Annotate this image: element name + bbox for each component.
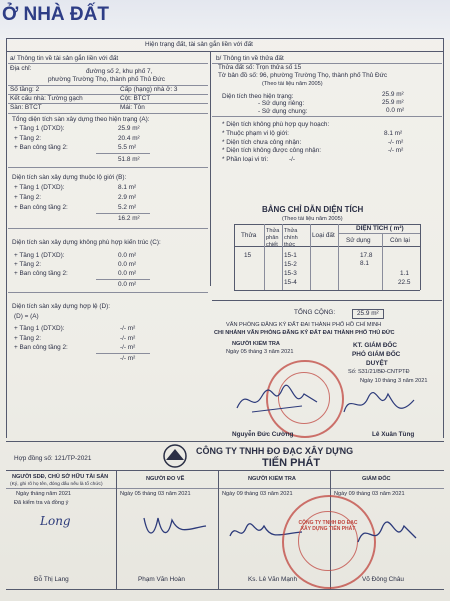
director-signature [340, 386, 420, 422]
roof: Mái: Tôn [120, 104, 145, 111]
date-surveyor: Ngày 05 tháng 03 năm 2021 [120, 491, 191, 497]
map-number: Tờ bản đồ số: 96, phường Trường Thọ, thành phố Thủ Đức [218, 72, 388, 79]
private-label: - Sử dụng riêng: [258, 100, 305, 107]
total-d: -/- m² [120, 355, 136, 362]
section-b-title: Diện tích sàn xây dựng thuộc lộ giới (B): [12, 174, 127, 181]
date-checker: Ngày 09 tháng 03 năm 2021 [222, 491, 293, 497]
col-director: GIÁM ĐỐC [362, 476, 391, 482]
column: Cột: BTCT [120, 95, 151, 102]
col-dien-tich: DIỆN TÍCH ( m²) [356, 225, 404, 232]
row-d-label: + Ban công tầng 2: [14, 344, 68, 351]
surveyor-signature [140, 508, 210, 544]
total-a: 51.8 m² [118, 156, 140, 163]
row-c-value: 0.0 m² [118, 252, 137, 259]
checker-company-name: Ks. Lê Văn Mạnh [248, 576, 298, 583]
checker-signature [232, 378, 322, 418]
row-d-label: + Tầng 1 (DTXD): [14, 325, 65, 332]
table-row: 15-3 [284, 270, 297, 277]
row-b-value: 2.9 m² [118, 194, 137, 201]
row-d-label: + Tầng 2: [14, 335, 42, 342]
floors: Số tầng: 2 [10, 86, 40, 93]
uncert-label: * Diện tích chưa công nhận: [222, 139, 302, 146]
grade: Cấp (hạng) nhà ở: 3 [120, 86, 178, 93]
checker-date: Ngày 05 tháng 3 năm 2021 [226, 349, 294, 355]
total-c: 0.0 m² [118, 281, 137, 288]
director-date: Ngày 10 tháng 3 năm 2021 [360, 378, 428, 384]
row-a-label: + Tầng 2: [14, 135, 42, 142]
director-name: Lê Xuân Tùng [372, 431, 415, 438]
row-d-value: -/- m² [120, 335, 136, 342]
col-su-dung: Sử dụng [346, 237, 371, 244]
parcel-number: Thửa đất số: Trọn thửa số 15 [218, 64, 302, 71]
table-row-used: 8.1 [360, 260, 369, 267]
row-b-value: 8.1 m² [118, 184, 137, 191]
checker-name: Nguyễn Đức Cường [232, 431, 294, 438]
map-note: (Theo tài liệu năm 2005) [262, 81, 323, 87]
row-c-label: + Ban công tầng 2: [14, 270, 68, 277]
company-stamp-text: CÔNG TY TNHH ĐO ĐẠC XÂY DỰNG TIẾN PHÁT [298, 520, 358, 532]
info-a-title: a/ Thông tin về tài sản gắn liền với đất [10, 55, 119, 62]
d-formula: (D) = (A) [14, 313, 39, 320]
col-phan-chiet: Thửa phân chiết [266, 228, 280, 248]
date-owner: Ngày tháng năm 2021 [16, 491, 72, 497]
unfit-label: * Diện tích không phù hợp quy hoạch: [222, 121, 330, 128]
area-label: Diện tích theo hiện trạng: [222, 93, 294, 100]
total-b: 16.2 m² [118, 215, 140, 222]
limit-label: * Phần loại vi tri: [222, 156, 269, 163]
row-a-value: 25.9 m² [118, 125, 140, 132]
director-company-name: Võ Đông Châu [362, 576, 404, 583]
checker-title: NGƯỜI KIỂM TRA [232, 341, 280, 347]
info-b-title: b/ Thông tin về thửa đất [216, 55, 284, 62]
date-director: Ngày 09 tháng 03 năm 2021 [334, 491, 405, 497]
row-d-value: -/- m² [120, 325, 136, 332]
surveyor-name: Phạm Văn Hoàn [138, 576, 185, 583]
total-value: 25.9 m² [352, 309, 384, 319]
road-label: * Thuộc phạm vi lộ giới: [222, 130, 289, 137]
area-value: 25.9 m² [382, 91, 404, 98]
director-title-3: DUYỆT [366, 360, 388, 367]
table-title: BẢNG CHỈ DẪN DIỆN TÍCH [262, 205, 364, 214]
col-con-lai: Còn lại [390, 237, 410, 244]
notuse-label: * Diện tích không được công nhận: [222, 147, 322, 154]
office-line1: VĂN PHÒNG ĐĂNG KÝ ĐẤT ĐAI THÀNH PHỐ HỒ CHÍ MINH [226, 322, 382, 328]
page-title: Ở NHÀ ĐẤT [2, 4, 109, 25]
shared-value: 0.0 m² [386, 107, 405, 114]
shared-label: - Sử dụng chung: [258, 108, 308, 115]
road-value: 8.1 m² [384, 130, 403, 137]
col-owner: NGƯỜI SDĐ, CHỦ SỞ HỮU TÀI SẢN [12, 474, 109, 480]
row-a-value: 5.5 m² [118, 144, 137, 151]
address-label: Địa chỉ: [10, 65, 32, 72]
owner-name: Đỗ Thị Lang [34, 576, 69, 583]
table-note: (Theo tài liệu năm 2005) [282, 216, 343, 222]
private-value: 25.9 m² [382, 99, 404, 106]
col-surveyor: NGƯỜI ĐO VẼ [146, 476, 185, 482]
contract-number: Hợp đồng số: 121/TP-2021 [14, 455, 92, 462]
row-c-label: + Tầng 1 (DTXD): [14, 252, 65, 259]
section-title: Hiện trạng đất, tài sản gắn liền với đất [145, 41, 253, 48]
row-a-label: + Tầng 1 (DTXD): [14, 125, 65, 132]
table-row: 15-4 [284, 279, 297, 286]
col-loai-dat: Loại đất [312, 232, 335, 239]
company-logo-icon [160, 443, 190, 469]
director-title-2: PHÓ GIÁM ĐỐC [352, 351, 401, 358]
table-row: 15-1 [284, 252, 297, 259]
table-row: 15-2 [284, 261, 297, 268]
section-a-title: Tổng diện tích sàn xây dựng theo hiện trạng (A): [12, 116, 150, 123]
notuse-value: -/- m² [388, 147, 404, 154]
row-b-label: + Tầng 2: [14, 194, 42, 201]
limit-value: -/- [289, 156, 296, 163]
row-b-label: + Ban công tầng 2: [14, 204, 68, 211]
company-name: CÔNG TY TNHH ĐO ĐẠC XÂY DỰNG [196, 446, 354, 456]
director-code: Số: S31/21/BĐ-CNTPTĐ [348, 369, 410, 375]
col-thua: Thửa [241, 232, 257, 239]
director-title-1: KT. GIÁM ĐỐC [353, 342, 398, 349]
row-c-value: 0.0 m² [118, 270, 137, 277]
section-d-title: Diện tích sàn xây dựng hợp lệ (D): [12, 303, 110, 310]
col-owner-note: (Ký, ghi rõ họ tên, đóng dấu nếu là tổ chức) [10, 482, 103, 487]
row-b-label: + Tầng 1 (DTXD): [14, 184, 65, 191]
table-row-used: 17.8 [360, 252, 373, 259]
row-c-label: + Tầng 2: [14, 261, 42, 268]
section-c-title: Diện tích sàn xây dựng không phù hợp kiến trúc (C): [12, 239, 161, 246]
row-b-value: 5.2 m² [118, 204, 137, 211]
agree-note: Đã kiểm tra và đồng ý [14, 500, 69, 506]
table-row-rest: 1.1 [400, 270, 409, 277]
structure: Kết cấu nhà: Tường gạch [10, 95, 83, 102]
table-row-rest: 22.5 [398, 279, 411, 286]
cell-thua: 15 [244, 252, 252, 259]
total-label: TỔNG CỘNG: [294, 309, 336, 316]
col-checker: NGƯỜI KIỂM TRA [248, 476, 296, 482]
row-a-label: + Ban công tầng 2: [14, 144, 68, 151]
floor-slab: Sàn: BTCT [10, 104, 42, 111]
row-c-value: 0.0 m² [118, 261, 137, 268]
office-line2: CHI NHÁNH VĂN PHÒNG ĐĂNG KÝ ĐẤT ĐAI THÀNH PHỐ THỦ ĐỨC [214, 330, 395, 336]
address-line2: phường Trường Thọ, thành phố Thủ Đức [48, 76, 165, 83]
owner-signature: Long [40, 514, 71, 528]
uncert-value: -/- m² [388, 139, 404, 146]
director-company-signature [352, 516, 422, 552]
row-a-value: 20.4 m² [118, 135, 140, 142]
company-brand: TIẾN PHÁT [262, 457, 321, 469]
col-chinh-thuc: Thửa chính thức [284, 228, 298, 248]
row-d-value: -/- m² [120, 344, 136, 351]
address-line1: đường số 2, khu phố 7, [86, 68, 153, 75]
